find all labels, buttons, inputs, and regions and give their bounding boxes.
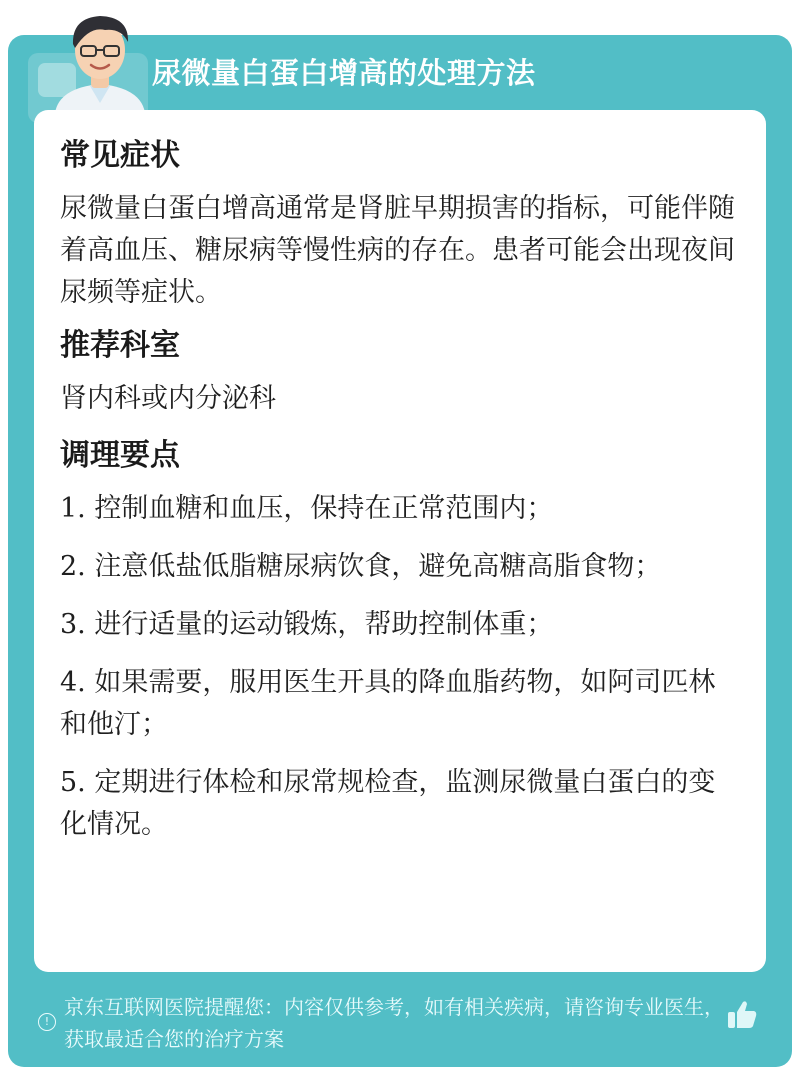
section-title-symptoms: 常见症状 — [60, 138, 180, 173]
list-item-text: 定期进行体检和尿常规检查，监测尿微量白蛋白的变化情况。 — [60, 767, 716, 840]
list-item — [60, 488, 740, 530]
list-item-text: 注意低盐低脂糖尿病饮食，避免高糖高脂食物； — [94, 551, 662, 582]
list-item-number: 1. — [60, 493, 86, 524]
symptoms-text: 尿微量白蛋白增高通常是肾脏早期损害的指标，可能伴随着高血压、糖尿病等慢性病的存在。患者可能会出现夜间尿频等症状。 — [60, 193, 735, 308]
section-title-care: 调理要点 — [60, 438, 180, 473]
footer — [8, 987, 792, 1067]
list-item-text: 控制血糖和血压，保持在正常范围内； — [94, 493, 554, 524]
list-item — [60, 762, 740, 846]
list-item-number: 4. — [60, 667, 86, 698]
info-icon: ! — [38, 1013, 56, 1031]
list-item-text: 如果需要，服用医生开具的降血脂药物，如阿司匹林和他汀； — [60, 667, 716, 740]
list-item-text: 进行适量的运动锻炼，帮助控制体重； — [94, 609, 554, 640]
disclaimer-text: 京东互联网医院提醒您：内容仅供参考，如有相关疾病，请咨询专业医生，获取最适合您的治疗方案 — [64, 995, 724, 1051]
doctor-avatar-icon — [45, 8, 155, 113]
list-item — [60, 604, 740, 646]
list-item-number: 3. — [60, 609, 86, 640]
list-item-number: 2. — [60, 551, 86, 582]
page-title: 尿微量白蛋白增高的处理方法 — [152, 56, 536, 90]
section-title-department: 推荐科室 — [60, 328, 180, 363]
list-item-number: 5. — [60, 767, 86, 798]
list-item — [60, 662, 740, 746]
content-card — [34, 110, 766, 972]
care-list — [60, 488, 740, 846]
thumbs-up-icon[interactable] — [724, 997, 760, 1033]
department-text: 肾内科或内分泌科 — [60, 383, 276, 414]
list-item — [60, 546, 740, 588]
